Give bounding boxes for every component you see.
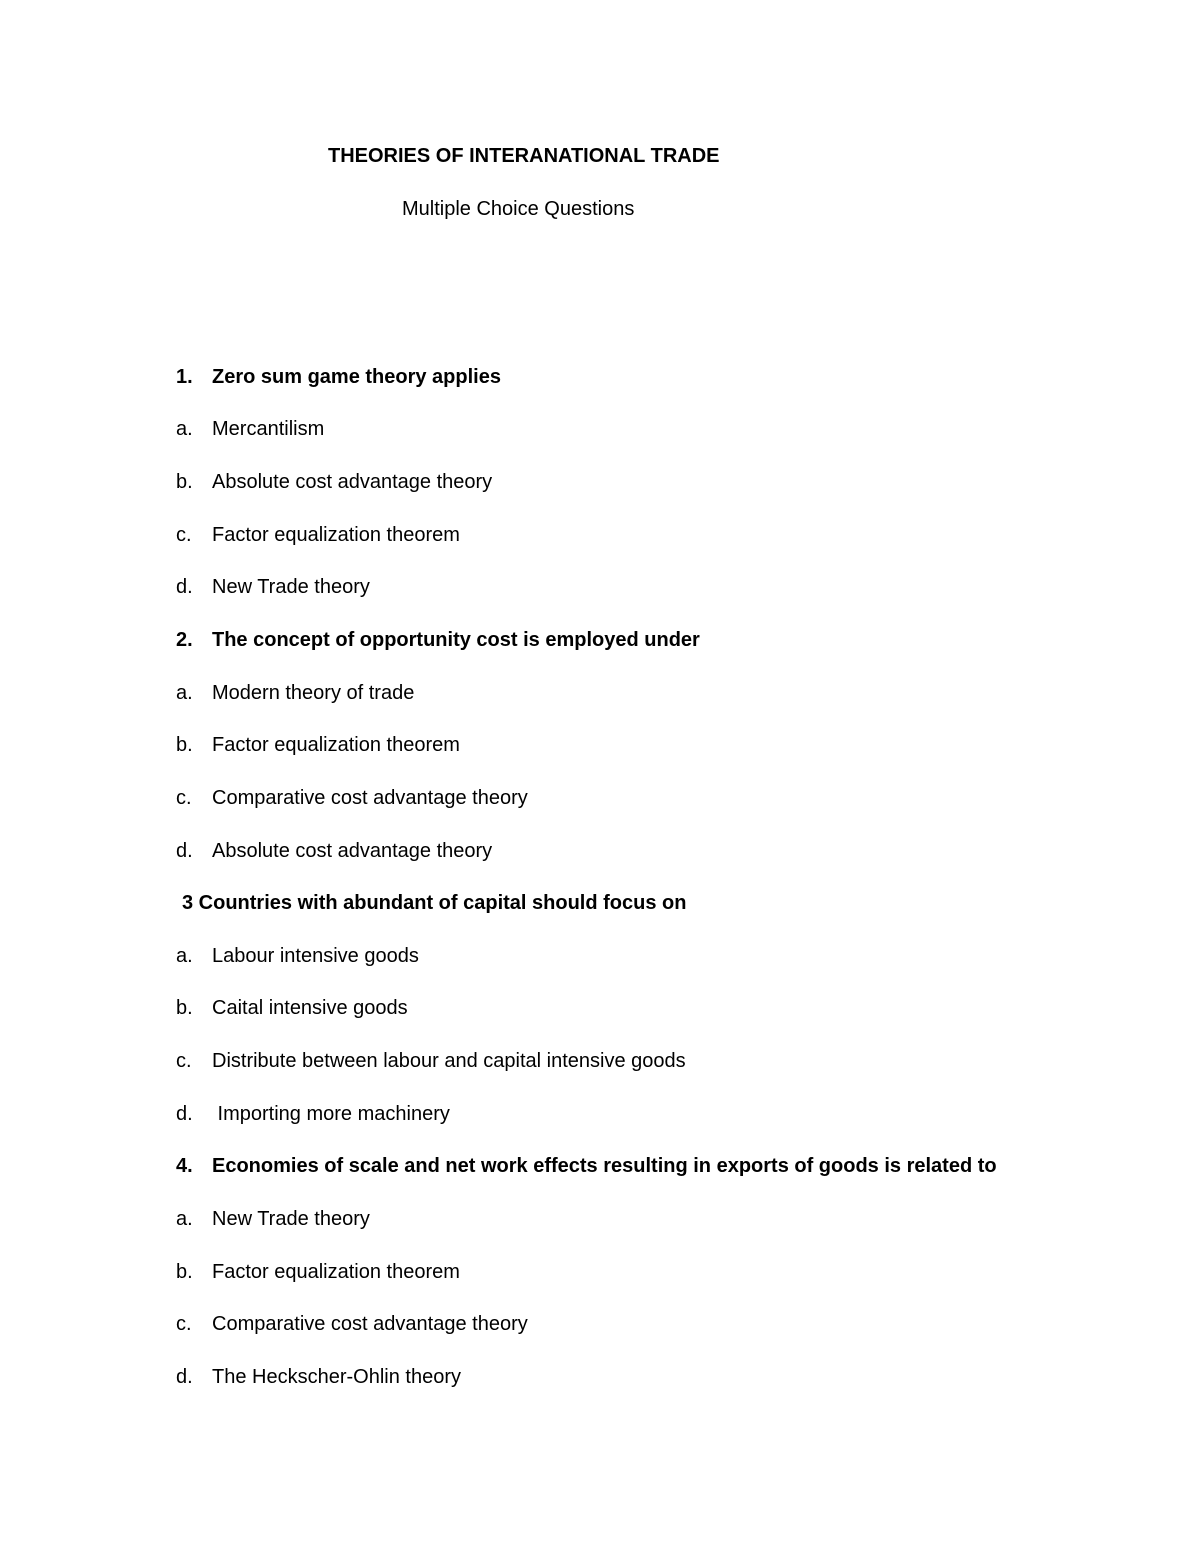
option-text: New Trade theory [212,576,370,598]
question-text: 3 Countries with abundant of capital should focus on [182,892,687,914]
option-text: Absolute cost advantage theory [212,840,493,862]
option-text: Mercantilism [212,418,325,440]
option-text: Modern theory of trade [212,682,415,704]
option-letter: d. [176,1103,193,1125]
option-text: Factor equalization theorem [212,524,460,546]
option-text: Distribute between labour and capital intensive goods [212,1050,686,1072]
option-text: Comparative cost advantage theory [212,1313,528,1335]
option-letter: a. [176,945,193,967]
option-letter: c. [176,1313,192,1335]
option-letter: c. [176,1050,192,1072]
question-number: 4. [176,1155,193,1177]
option-letter: b. [176,997,193,1019]
option-text: Comparative cost advantage theory [212,787,528,809]
option-letter: b. [176,1261,193,1283]
question-text: The concept of opportunity cost is employed under [212,629,700,651]
question-number: 2. [176,629,193,651]
option-text: Importing more machinery [212,1103,450,1125]
option-text: Factor equalization theorem [212,734,460,756]
option-text: Factor equalization theorem [212,1261,460,1283]
option-letter: a. [176,1208,193,1230]
option-letter: d. [176,1366,193,1388]
option-letter: a. [176,682,193,704]
option-text: New Trade theory [212,1208,370,1230]
question-text: Zero sum game theory applies [212,366,501,388]
question-text: Economies of scale and net work effects resulting in exports of goods is related to [212,1155,997,1177]
option-text: The Heckscher-Ohlin theory [212,1366,461,1388]
option-letter: b. [176,734,193,756]
option-letter: a. [176,418,193,440]
document-title: THEORIES OF INTERANATIONAL TRADE [328,145,720,167]
option-letter: c. [176,524,192,546]
option-text: Absolute cost advantage theory [212,471,493,493]
question-number: 1. [176,366,193,388]
option-letter: d. [176,840,193,862]
option-text: Caital intensive goods [212,997,408,1019]
option-letter: c. [176,787,192,809]
option-letter: b. [176,471,193,493]
document-subtitle: Multiple Choice Questions [402,198,635,220]
option-text: Labour intensive goods [212,945,419,967]
option-letter: d. [176,576,193,598]
